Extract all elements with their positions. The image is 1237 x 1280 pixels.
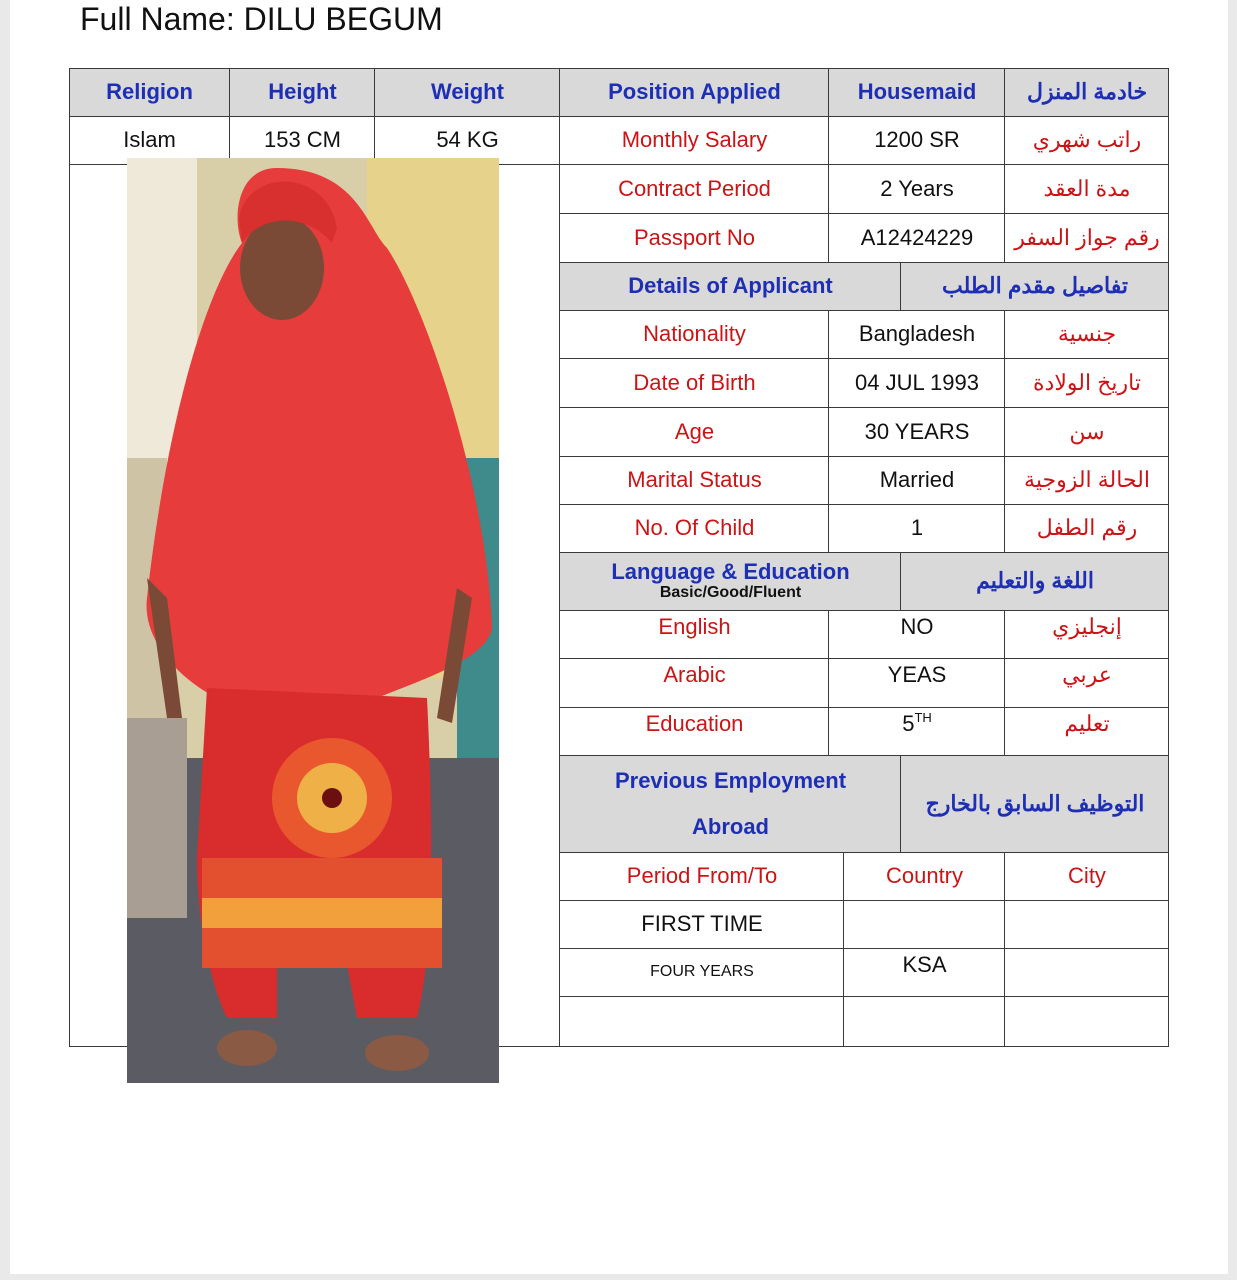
table-border	[374, 68, 375, 164]
dob-value: 04 JUL 1993	[855, 369, 979, 395]
table-border	[1004, 68, 1005, 262]
height-header: Height	[230, 68, 375, 116]
table-border	[1004, 310, 1005, 552]
table-border	[560, 755, 1169, 756]
employment-header-arabic: التوظيف السابق بالخارج	[901, 755, 1169, 852]
education-arabic: تعليم	[1064, 711, 1110, 736]
religion-value: Islam	[123, 127, 176, 153]
language-header-arabic: اللغة والتعليم	[901, 552, 1169, 610]
table-border	[560, 707, 1169, 708]
table-border	[560, 852, 1169, 853]
contract-period-value: 2 Years	[880, 175, 954, 201]
marital-status-arabic: الحالة الزوجية	[1024, 467, 1150, 493]
table-border	[560, 407, 1169, 408]
language-header	[560, 552, 901, 610]
education-level-suffix: TH	[914, 710, 932, 725]
table-border	[560, 310, 1169, 311]
table-border	[560, 552, 1169, 553]
age-arabic: سن	[1069, 418, 1105, 444]
applicant-photo	[127, 158, 499, 1083]
table-border	[900, 552, 901, 610]
age-value: 30 YEARS	[864, 418, 970, 444]
employment-row-country	[844, 900, 1005, 948]
employment-row-city	[1005, 948, 1169, 996]
weight-header: Weight	[375, 68, 560, 116]
contract-period-label: Contract Period	[618, 175, 771, 201]
country-column-header: Country	[885, 863, 964, 889]
children-value: 1	[910, 515, 924, 541]
employment-row-country: KSA	[902, 952, 947, 977]
table-border	[560, 262, 1169, 263]
employment-header	[560, 755, 901, 852]
english-value: NO	[900, 614, 934, 639]
marital-status-value: Married	[879, 467, 955, 493]
arabic-arabic: عربي	[1062, 662, 1112, 687]
passport-no-value: A12424229	[860, 224, 974, 250]
table-border	[560, 948, 1169, 949]
nationality-label: Nationality	[643, 321, 746, 347]
education-level: 5	[902, 711, 915, 736]
monthly-salary-arabic: راتب شهري	[1032, 127, 1142, 153]
period-column-header: Period From/To	[626, 863, 778, 889]
education-label: Education	[645, 711, 744, 736]
table-border	[843, 852, 844, 1046]
monthly-salary-value: 1200 SR	[874, 127, 960, 153]
table-border	[560, 213, 1169, 214]
table-border	[560, 358, 1169, 359]
full-name-title: Full Name: DILU BEGUM	[80, 1, 443, 37]
table-border	[560, 504, 1169, 505]
monthly-salary-label: Monthly Salary	[621, 127, 768, 153]
table-border	[560, 900, 1169, 901]
table-border	[1004, 610, 1005, 755]
language-header-title: Language & Education	[611, 559, 850, 585]
details-header: Details of Applicant	[560, 262, 901, 310]
passport-no-arabic: رقم جواز السفر	[1014, 224, 1160, 250]
employment-row-country	[844, 996, 1005, 1046]
table-border	[828, 310, 829, 552]
table-border	[559, 68, 560, 1046]
position-arabic: خادمة المنزل	[1005, 68, 1169, 116]
table-border	[560, 996, 1169, 997]
table-border	[900, 262, 901, 310]
employment-row-city	[1005, 900, 1169, 948]
weight-value: 54 KG	[436, 127, 499, 153]
english-arabic: إنجليزي	[1052, 614, 1122, 639]
children-label: No. Of Child	[634, 515, 755, 541]
position-value: Housemaid	[829, 68, 1005, 116]
nationality-value: Bangladesh	[858, 321, 976, 347]
position-applied-header: Position Applied	[560, 68, 829, 116]
employment-header-line1: Previous Employment	[614, 767, 847, 793]
religion-header: Religion	[69, 68, 230, 116]
language-header-subtitle: Basic/Good/Fluent	[659, 584, 802, 602]
table-border	[1168, 68, 1169, 1046]
table-border	[69, 68, 70, 1046]
height-value: 153 CM	[263, 127, 342, 153]
table-border	[560, 658, 1169, 659]
table-border	[229, 68, 230, 164]
age-label: Age	[674, 418, 715, 444]
arabic-value: YEAS	[887, 662, 947, 687]
education-value	[829, 707, 1005, 755]
employment-header-line2: Abroad	[692, 813, 769, 839]
employment-row-period	[560, 996, 844, 1046]
dob-arabic: تاريخ الولادة	[1033, 369, 1141, 395]
table-border	[828, 68, 829, 262]
details-header-arabic: تفاصيل مقدم الطلب	[901, 262, 1169, 310]
english-label: English	[658, 614, 731, 639]
table-border	[560, 610, 1169, 611]
dob-label: Date of Birth	[633, 369, 756, 395]
employment-row-city	[1005, 996, 1169, 1046]
table-border	[1004, 852, 1005, 1046]
city-column-header: City	[1068, 863, 1106, 889]
table-border	[560, 456, 1169, 457]
employment-row-period: FIRST TIME	[641, 911, 763, 937]
marital-status-label: Marital Status	[627, 467, 762, 493]
nationality-arabic: جنسية	[1057, 321, 1117, 347]
employment-row-period: FOUR YEARS	[650, 962, 754, 980]
table-border	[900, 755, 901, 852]
table-border	[828, 610, 829, 755]
contract-period-arabic: مدة العقد	[1043, 175, 1131, 201]
children-arabic: رقم الطفل	[1036, 515, 1138, 541]
passport-no-label: Passport No	[633, 224, 756, 250]
arabic-label: Arabic	[663, 662, 726, 687]
